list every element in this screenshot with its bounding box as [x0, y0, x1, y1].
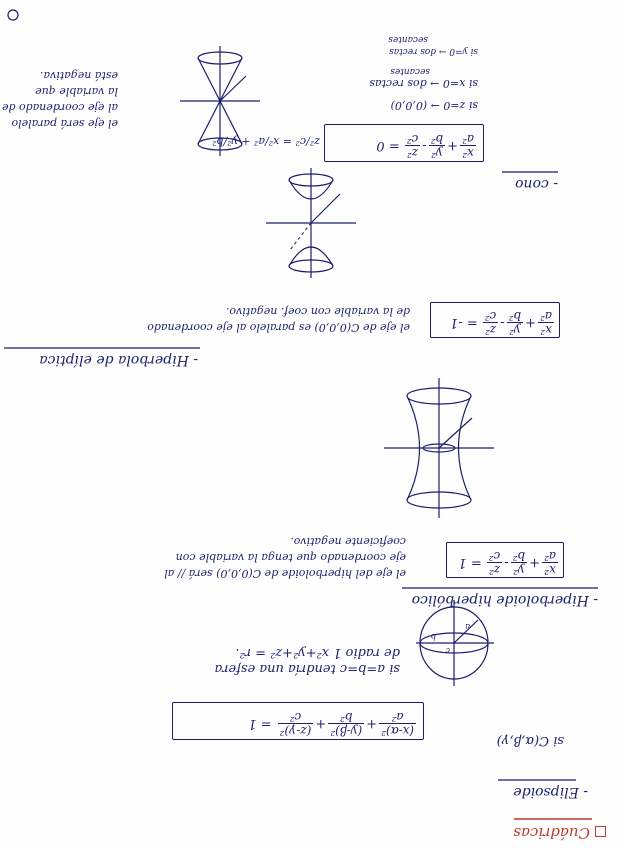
cone-case-x0: si x=0 → dos rectas	[369, 77, 478, 90]
cone-case-y0: si y=0 → dos rectas	[389, 46, 478, 56]
hyperboloid-two-sketch	[266, 168, 356, 278]
hyperboloid-two-equation: x² a² + y² b² - z² c² = -1	[449, 308, 552, 337]
cone-alt-equation: z²/c² = x²/a² + y²/b²	[212, 135, 320, 148]
ellipsoid-note-line2: de radio 1 x²+y²+z² = r².	[235, 645, 400, 660]
title-underline	[512, 816, 592, 822]
page-title: Cuádricas	[513, 824, 590, 842]
cone-note-line2: al eje coordenado de	[1, 101, 118, 114]
hyperboloid-one-equation: x² a² + y² b² - z² c² = 1	[458, 548, 556, 577]
ellipsoid-underline	[496, 777, 576, 782]
cone-sketch	[180, 46, 260, 156]
cone-equation: x² a² + y² b² - z² c² = 0	[376, 131, 474, 160]
hyperboloid-one-sketch	[384, 378, 494, 518]
hyperboloid-two-underline	[0, 345, 200, 350]
svg-text:c: c	[445, 646, 450, 655]
cone-note-line4: está negativa.	[39, 69, 118, 82]
cone-note-line3: la variable que	[35, 85, 118, 98]
svg-text:a: a	[465, 622, 470, 631]
hyperboloid-two-note-line2: de la variable con coef. negativo.	[226, 305, 410, 318]
title-checkbox	[595, 826, 606, 837]
hyperboloid-one-heading: - Hiperboloide hiperbólico	[411, 592, 598, 608]
hyperboloid-two-note-line1: el eje de C(0,0,0) es paralelo al eje coordenado	[147, 321, 410, 334]
svg-text:b: b	[430, 632, 436, 641]
hyperboloid-two-heading: - Hiperbola de elíptica	[39, 352, 198, 368]
cone-heading: - cono	[515, 176, 558, 192]
hyperboloid-one-note-line2: eje coordenado que tenga la variable con	[175, 551, 406, 564]
ellipsoid-sketch	[414, 598, 494, 688]
ellipsoid-equation: (x-α)² a² + (y-β)² b² + (z-γ)² c² = 1	[248, 709, 414, 738]
ellipsoid-center-label: si C(α,β,γ)	[496, 733, 564, 748]
ellipsoid-heading: - Elipsoide	[513, 784, 588, 800]
hyperboloid-one-note-line1: el eje del hiperboloide de C(0,0,0) será // al	[164, 567, 406, 580]
hyperboloid-one-underline	[398, 585, 598, 590]
ellipsoid-note-line1: si a=b=c tendría una esfera	[214, 661, 400, 676]
cone-case-z0: si z=0 → (0,0,0)	[390, 99, 478, 112]
cone-underline	[498, 169, 558, 174]
cone-case-y0-secantes: secantes	[388, 34, 428, 44]
cone-note-line1: el eje será paralelo	[11, 117, 118, 130]
cone-case-x0-secantes: secantes	[390, 66, 430, 76]
corner-mark	[6, 8, 20, 22]
hyperboloid-one-note-line3: coeficiente negativo.	[290, 535, 406, 548]
